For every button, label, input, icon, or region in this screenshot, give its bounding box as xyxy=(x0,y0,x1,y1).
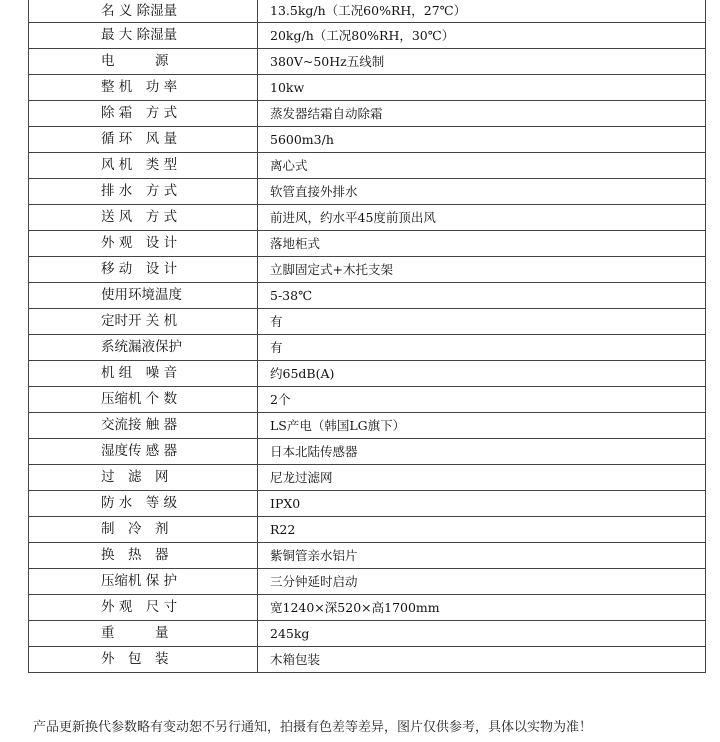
table-row xyxy=(29,621,706,647)
table-row xyxy=(29,569,706,595)
spec-label: 压缩机 个 数 xyxy=(29,387,258,413)
spec-value: LS产电（韩国LG旗下） xyxy=(258,413,706,439)
spec-value: 约65dB(A) xyxy=(258,361,706,387)
spec-value: 离心式 xyxy=(258,153,706,179)
spec-label: 外 观 设 计 xyxy=(29,231,258,257)
table-row xyxy=(29,283,706,309)
table-row xyxy=(29,413,706,439)
spec-value: 落地柜式 xyxy=(258,231,706,257)
spec-label: 风 机 类 型 xyxy=(29,153,258,179)
table-row xyxy=(29,153,706,179)
spec-value: 245kg xyxy=(258,621,706,647)
table-row xyxy=(29,49,706,75)
spec-label: 重 量 xyxy=(29,621,258,647)
spec-value: 13.5kg/h（工况60%RH，27℃） xyxy=(258,0,706,23)
spec-value: 软管直接外排水 xyxy=(258,179,706,205)
table-row xyxy=(29,595,706,621)
table-row xyxy=(29,257,706,283)
spec-label: 定时开 关 机 xyxy=(29,309,258,335)
table-row xyxy=(29,179,706,205)
table-row xyxy=(29,231,706,257)
spec-value: 紫铜管亲水铝片 xyxy=(258,543,706,569)
spec-label: 使用环境温度 xyxy=(29,283,258,309)
table-row xyxy=(29,127,706,153)
spec-value: 10kw xyxy=(258,75,706,101)
table-row xyxy=(29,543,706,569)
spec-label: 过 滤 网 xyxy=(29,465,258,491)
spec-table-body xyxy=(29,0,706,673)
spec-value: 立脚固定式+木托支架 xyxy=(258,257,706,283)
spec-value: 三分钟延时启动 xyxy=(258,569,706,595)
spec-value: 5600m3/h xyxy=(258,127,706,153)
spec-value: IPX0 xyxy=(258,491,706,517)
spec-label: 交流接 触 器 xyxy=(29,413,258,439)
spec-label: 制 冷 剂 xyxy=(29,517,258,543)
spec-label: 外 观 尺 寸 xyxy=(29,595,258,621)
spec-value: 2个 xyxy=(258,387,706,413)
table-row xyxy=(29,309,706,335)
spec-value: 尼龙过滤网 xyxy=(258,465,706,491)
spec-value: 380V~50Hz五线制 xyxy=(258,49,706,75)
footer-note: 产品更新换代参数略有变动恕不另行通知，拍摄有色差等差异，图片仅供参考，具体以实物为准！ xyxy=(33,720,593,735)
spec-label: 循 环 风 量 xyxy=(29,127,258,153)
spec-label: 整 机 功 率 xyxy=(29,75,258,101)
spec-label: 名 义 除湿量 xyxy=(29,0,258,23)
spec-label: 外 包 装 xyxy=(29,647,258,673)
spec-value: 有 xyxy=(258,335,706,361)
table-row xyxy=(29,387,706,413)
spec-label: 系统漏液保护 xyxy=(29,335,258,361)
spec-label: 湿度传 感 器 xyxy=(29,439,258,465)
spec-value: 宽1240×深520×高1700mm xyxy=(258,595,706,621)
table-row xyxy=(29,439,706,465)
table-row xyxy=(29,75,706,101)
spec-label: 移 动 设 计 xyxy=(29,257,258,283)
spec-value: 5-38℃ xyxy=(258,283,706,309)
spec-label: 最 大 除湿量 xyxy=(29,23,258,49)
table-row xyxy=(29,647,706,673)
table-row xyxy=(29,335,706,361)
spec-value: 有 xyxy=(258,309,706,335)
spec-table xyxy=(28,0,706,673)
table-row xyxy=(29,517,706,543)
spec-label: 防 水 等 级 xyxy=(29,491,258,517)
table-row xyxy=(29,361,706,387)
table-row xyxy=(29,205,706,231)
spec-label: 电 源 xyxy=(29,49,258,75)
spec-label: 除 霜 方 式 xyxy=(29,101,258,127)
spec-value: 木箱包装 xyxy=(258,647,706,673)
table-row xyxy=(29,491,706,517)
spec-label: 换 热 器 xyxy=(29,543,258,569)
spec-value: R22 xyxy=(258,517,706,543)
table-row xyxy=(29,101,706,127)
table-row xyxy=(29,23,706,49)
spec-value: 日本北陆传感器 xyxy=(258,439,706,465)
table-row xyxy=(29,465,706,491)
spec-label: 送 风 方 式 xyxy=(29,205,258,231)
spec-label: 压缩机 保 护 xyxy=(29,569,258,595)
spec-label: 机 组 噪 音 xyxy=(29,361,258,387)
spec-label: 排 水 方 式 xyxy=(29,179,258,205)
spec-value: 蒸发器结霜自动除霜 xyxy=(258,101,706,127)
spec-value: 前进风，约水平45度前顶出风 xyxy=(258,205,706,231)
table-row xyxy=(29,0,706,23)
spec-value: 20kg/h（工况80%RH，30℃） xyxy=(258,23,706,49)
